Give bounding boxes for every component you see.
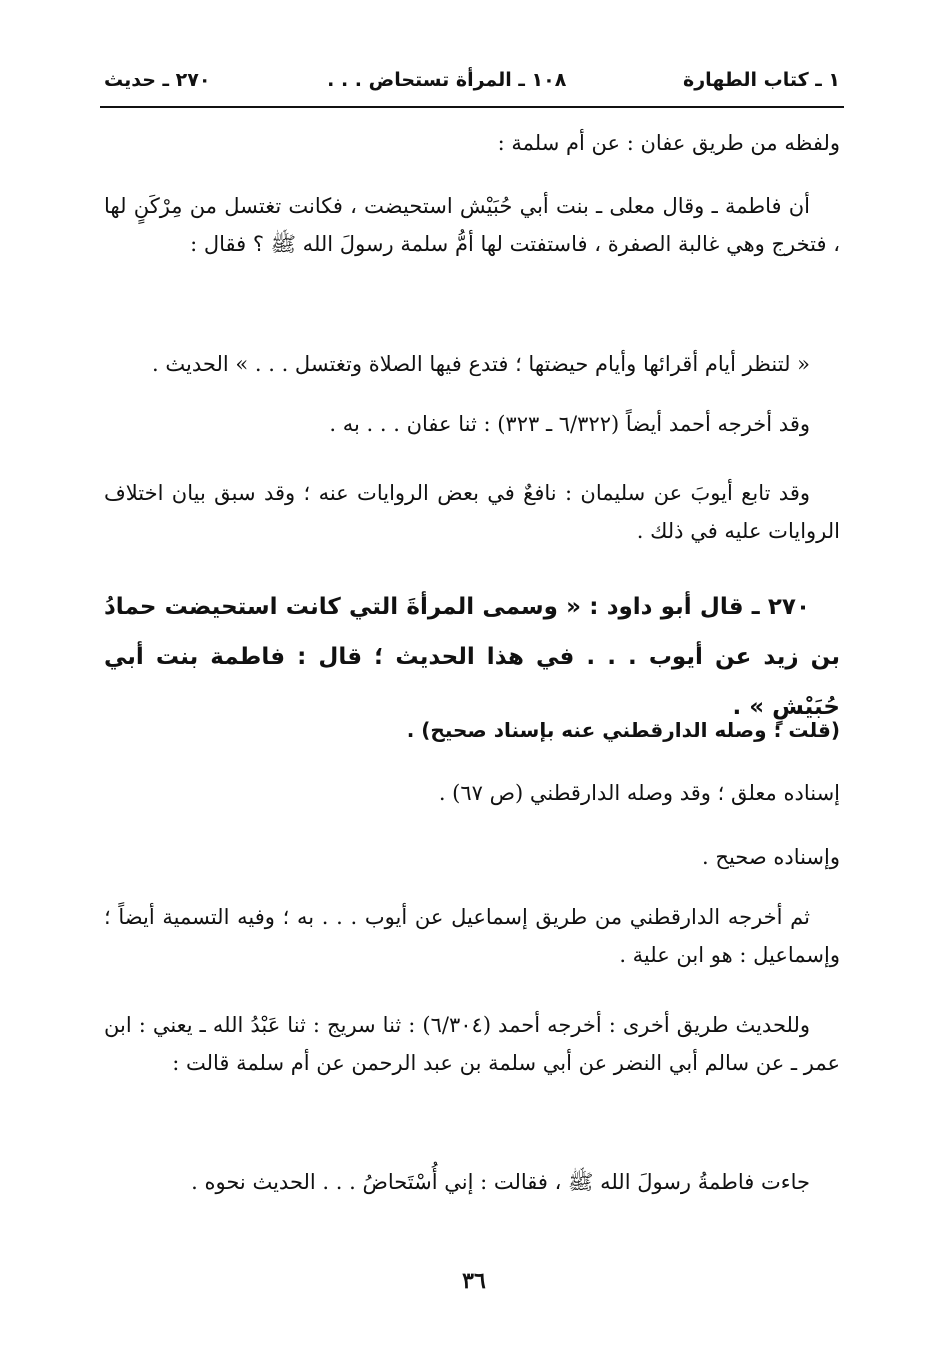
paragraph-author-note: (قلت : وصله الدارقطني عنه بإسناد صحيح) . [406,718,840,742]
paragraph-ahmad-reference: وقد أخرجه أحمد أيضاً (٦/٣٢٢ ـ ٣٢٣) : ثنا عفان . . . به . [329,412,810,436]
header-divider [100,106,844,108]
paragraph-intro: ولفظه من طريق عفان : عن أم سلمة : [497,131,840,155]
paragraph-final-quote: جاءت فاطمةُ رسولَ الله ﷺ ، فقالت : إني أُسْتَحاضُ . . . الحديث نحوه . [191,1170,810,1194]
header-hadith-number: ٢٧٠ ـ حديث [104,69,211,91]
header-book-title: ١ ـ كتاب الطهارة [683,69,840,91]
paragraph-quote: « لتنظر أيام أقرائها وأيام حيضتها ؛ فتدع فيها الصلاة وتغتسل . . . » الحديث . [152,352,810,376]
paragraph-nafi-followup: وقد تابع أيوبَ عن سليمان : نافعٌ في بعض الروايات عنه ؛ وقد سبق بيان اختلاف الروايات عليه في ذلك . [104,481,840,543]
paragraph-daraqutni: ثم أخرجه الدارقطني من طريق إسماعيل عن أيوب . . . به ؛ وفيه التسمية أيضاً ؛ وإسماعيل : هو ابن علية . [104,905,840,967]
paragraph-isnad-sahih: وإسناده صحيح . [702,845,840,869]
paragraph-other-route: وللحديث طريق أخرى : أخرجه أحمد (٦/٣٠٤) : ثنا سريج : ثنا عَبْدُ الله ـ يعني : ابن عمر ـ عن سالم أبي النضر عن أبي سلمة بن عبد الرحمن عن أم سلمة قالت : [104,1013,840,1075]
header-chapter-title: ١٠٨ ـ المرأة تستحاض . . . [327,69,567,91]
page-number: ٣٦ [462,1268,486,1294]
running-header [104,60,840,100]
hadith-270-heading: ٢٧٠ ـ قال أبو داود : « وسمى المرأةَ التي كانت استحيضت حمادُ بن زيد عن أيوب . . . في هذا الحديث ؛ قال : فاطمة بنت أبي حُبَيْشٍ » . [104,594,840,720]
paragraph-hadith-text: أن فاطمة ـ وقال معلى ـ بنت أبي حُبَيْش استحيضت ، فكانت تغتسل من مِرْكَنٍ لها ، فتخرج وهي غالبة الصفرة ، فاستفتت لها أمُّ سلمة رسولَ الله ﷺ ؟ فقال : [104,194,840,256]
paragraph-isnad-muallaq: إسناده معلق ؛ وقد وصله الدارقطني (ص ٦٧) . [438,781,840,805]
